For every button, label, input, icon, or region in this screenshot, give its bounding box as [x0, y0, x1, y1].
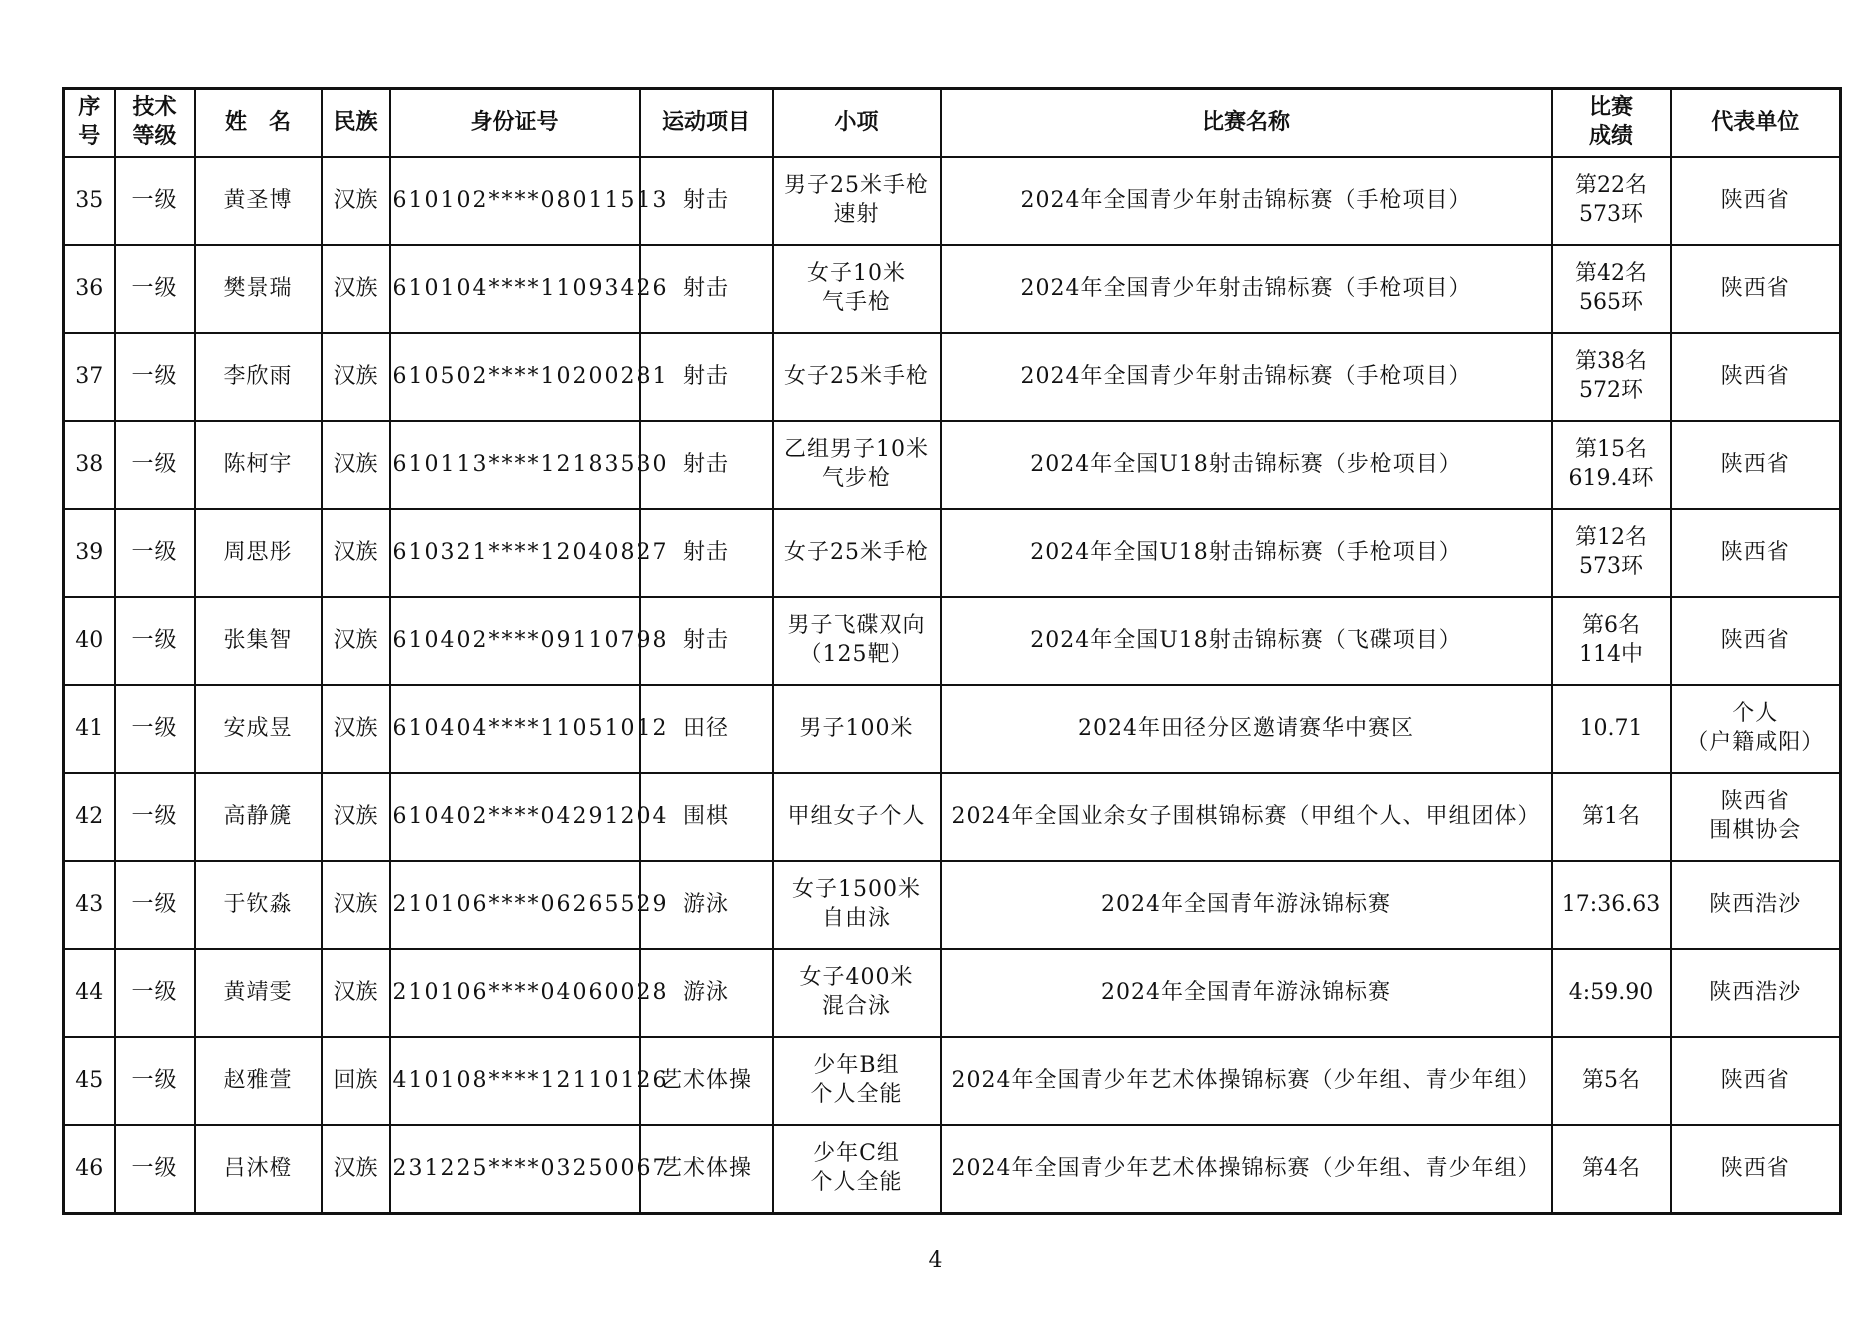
cell-event: [773, 685, 941, 773]
cell-result: [1552, 597, 1671, 685]
cell-event-line: 女子10米: [807, 261, 906, 287]
cell-result: [1552, 157, 1671, 245]
cell-name: 李欣雨: [195, 333, 322, 421]
cell-unit-line: 个人: [1732, 701, 1779, 727]
cell-ethnicity: 汉族: [322, 597, 390, 685]
cell-name: 周思彤: [195, 509, 322, 597]
cell-result-line: 第12名: [1575, 525, 1647, 551]
cell-unit-line: 陕西浩沙: [1709, 979, 1802, 1005]
cell-result-line: 10.71: [1579, 715, 1643, 741]
cell-ethnicity: 汉族: [322, 773, 390, 861]
cell-competition: 2024年全国青少年艺术体操锦标赛（少年组、青少年组）: [941, 1037, 1552, 1125]
cell-event-line: 少年B组: [813, 1053, 900, 1079]
cell-result-line: 619.4环: [1568, 466, 1654, 491]
cell-id-number: 610502****10200281: [390, 333, 640, 421]
cell-seq: 35: [64, 157, 115, 245]
cell-level: 一级: [115, 1037, 195, 1125]
cell-unit-line: 陕西省: [1720, 363, 1790, 389]
cell-sport: 射击: [640, 509, 773, 597]
cell-event: [773, 1037, 941, 1125]
cell-name: 高静篪: [195, 773, 322, 861]
cell-result-line: 4:59.90: [1568, 979, 1654, 1005]
cell-result-line: 第6名: [1582, 613, 1640, 639]
cell-unit: [1671, 509, 1841, 597]
cell-result: [1552, 333, 1671, 421]
cell-event: [773, 333, 941, 421]
cell-level: 一级: [115, 421, 195, 509]
cell-id-number: 610102****08011513: [390, 157, 640, 245]
cell-seq: 36: [64, 245, 115, 333]
table-row: [64, 1125, 1841, 1214]
cell-event-line: 自由泳: [821, 906, 891, 931]
cell-sport: 射击: [640, 333, 773, 421]
cell-result-line: 114中: [1579, 642, 1643, 667]
cell-result: [1552, 245, 1671, 333]
cell-unit: [1671, 245, 1841, 333]
cell-event: [773, 773, 941, 861]
cell-ethnicity: 汉族: [322, 1125, 390, 1214]
cell-unit: [1671, 1037, 1841, 1125]
cell-ethnicity: 汉族: [322, 157, 390, 245]
cell-competition: 2024年全国青少年射击锦标赛（手枪项目）: [941, 245, 1552, 333]
cell-result-line: 第22名: [1575, 173, 1647, 199]
cell-id-number: 410108****12110126: [390, 1037, 640, 1125]
cell-level: 一级: [115, 333, 195, 421]
cell-level: 一级: [115, 685, 195, 773]
cell-unit-line: 陕西省: [1720, 451, 1790, 477]
cell-unit: [1671, 1125, 1841, 1214]
cell-event-line: 女子25米手枪: [784, 539, 929, 565]
header-sport: 运动项目: [640, 89, 773, 158]
cell-unit-line: 陕西省: [1720, 187, 1790, 213]
cell-unit-line: 陕西省: [1720, 275, 1790, 301]
cell-event: [773, 157, 941, 245]
cell-seq: 46: [64, 1125, 115, 1214]
cell-level: 一级: [115, 949, 195, 1037]
cell-sport: 田径: [640, 685, 773, 773]
header-level: 技术 等级: [115, 89, 195, 158]
cell-ethnicity: 汉族: [322, 685, 390, 773]
cell-competition: 2024年全国青少年射击锦标赛（手枪项目）: [941, 157, 1552, 245]
cell-competition: 2024年全国U18射击锦标赛（手枪项目）: [941, 509, 1552, 597]
cell-ethnicity: 回族: [322, 1037, 390, 1125]
cell-event-line: 乙组男子10米: [784, 437, 929, 463]
cell-result: [1552, 861, 1671, 949]
cell-name: 于钦淼: [195, 861, 322, 949]
page-number: 4: [928, 1248, 943, 1273]
cell-result: [1552, 509, 1671, 597]
cell-event-line: 混合泳: [821, 994, 891, 1019]
cell-event: [773, 861, 941, 949]
table-row: [64, 333, 1841, 421]
cell-event-line: 男子飞碟双向: [787, 613, 926, 639]
cell-event-line: 速射: [833, 202, 880, 227]
cell-event-line: 个人全能: [810, 1170, 903, 1195]
cell-ethnicity: 汉族: [322, 333, 390, 421]
cell-id-number: 210106****06265529: [390, 861, 640, 949]
cell-unit-line: 围棋协会: [1709, 818, 1802, 843]
cell-event-line: 女子25米手枪: [784, 363, 929, 389]
cell-result-line: 第38名: [1575, 349, 1647, 375]
cell-result-line: 第5名: [1582, 1067, 1640, 1093]
cell-result-line: 565环: [1579, 290, 1643, 315]
cell-event-line: （125靶）: [799, 642, 914, 667]
cell-unit-line: 陕西省: [1720, 627, 1790, 653]
cell-id-number: 231225****03250067: [390, 1125, 640, 1214]
cell-level: 一级: [115, 245, 195, 333]
cell-level: 一级: [115, 509, 195, 597]
cell-ethnicity: 汉族: [322, 245, 390, 333]
cell-competition: 2024年全国青少年射击锦标赛（手枪项目）: [941, 333, 1552, 421]
cell-level: 一级: [115, 773, 195, 861]
cell-competition: 2024年全国青少年艺术体操锦标赛（少年组、青少年组）: [941, 1125, 1552, 1214]
cell-id-number: 610321****12040827: [390, 509, 640, 597]
cell-ethnicity: 汉族: [322, 949, 390, 1037]
cell-seq: 43: [64, 861, 115, 949]
cell-result: [1552, 685, 1671, 773]
cell-ethnicity: 汉族: [322, 421, 390, 509]
cell-level: 一级: [115, 861, 195, 949]
cell-result: [1552, 1125, 1671, 1214]
cell-name: 黄靖雯: [195, 949, 322, 1037]
cell-result-line: 第4名: [1582, 1155, 1640, 1181]
cell-unit-line: 陕西省: [1720, 539, 1790, 565]
cell-id-number: 610104****11093426: [390, 245, 640, 333]
cell-seq: 42: [64, 773, 115, 861]
cell-event: [773, 949, 941, 1037]
cell-event-line: 女子1500米: [792, 877, 921, 903]
cell-unit: [1671, 421, 1841, 509]
table-row: [64, 685, 1841, 773]
cell-competition: 2024年全国U18射击锦标赛（飞碟项目）: [941, 597, 1552, 685]
cell-event: [773, 245, 941, 333]
cell-name: 赵雅萱: [195, 1037, 322, 1125]
cell-result-line: 第15名: [1575, 437, 1647, 463]
cell-seq: 41: [64, 685, 115, 773]
header-seq: 序 号: [64, 89, 115, 158]
cell-ethnicity: 汉族: [322, 861, 390, 949]
cell-result-line: 第42名: [1575, 261, 1647, 287]
cell-event: [773, 421, 941, 509]
cell-name: 陈柯宇: [195, 421, 322, 509]
cell-sport: 射击: [640, 157, 773, 245]
cell-result: [1552, 949, 1671, 1037]
cell-unit-line: （户籍咸阳）: [1686, 730, 1825, 755]
cell-event-line: 男子100米: [799, 715, 914, 741]
cell-sport: 游泳: [640, 949, 773, 1037]
header-name: 姓 名: [195, 89, 322, 158]
table-row: [64, 421, 1841, 509]
cell-name: 黄圣博: [195, 157, 322, 245]
cell-seq: 44: [64, 949, 115, 1037]
table-row: [64, 1037, 1841, 1125]
cell-unit-line: 陕西省: [1720, 1155, 1790, 1181]
cell-ethnicity: 汉族: [322, 509, 390, 597]
cell-event-line: 甲组女子个人: [787, 803, 926, 829]
cell-level: 一级: [115, 597, 195, 685]
athlete-table: [62, 87, 1842, 1215]
cell-id-number: 610402****04291204: [390, 773, 640, 861]
cell-unit: [1671, 157, 1841, 245]
table-row: [64, 597, 1841, 685]
cell-name: 吕沐橙: [195, 1125, 322, 1214]
cell-sport: 游泳: [640, 861, 773, 949]
cell-level: 一级: [115, 157, 195, 245]
cell-level: 一级: [115, 1125, 195, 1214]
cell-unit: [1671, 333, 1841, 421]
cell-unit: [1671, 685, 1841, 773]
cell-id-number: 610404****11051012: [390, 685, 640, 773]
cell-seq: 38: [64, 421, 115, 509]
cell-unit-line: 陕西省: [1720, 789, 1790, 815]
cell-sport: 射击: [640, 421, 773, 509]
cell-competition: 2024年田径分区邀请赛华中赛区: [941, 685, 1552, 773]
cell-event-line: 女子400米: [799, 965, 914, 991]
header-result: 比赛 成绩: [1552, 89, 1671, 158]
cell-name: 樊景瑞: [195, 245, 322, 333]
table-row: [64, 157, 1841, 245]
cell-result: [1552, 421, 1671, 509]
cell-event-line: 气手枪: [821, 290, 891, 315]
cell-competition: 2024年全国U18射击锦标赛（步枪项目）: [941, 421, 1552, 509]
table-row: [64, 245, 1841, 333]
cell-event-line: 气步枪: [821, 466, 891, 491]
cell-sport: 艺术体操: [640, 1125, 773, 1214]
cell-competition: 2024年全国青年游泳锦标赛: [941, 861, 1552, 949]
cell-unit: [1671, 949, 1841, 1037]
cell-result-line: 17:36.63: [1561, 891, 1661, 917]
table-row: [64, 949, 1841, 1037]
cell-competition: 2024年全国业余女子围棋锦标赛（甲组个人、甲组团体）: [941, 773, 1552, 861]
table-row: [64, 861, 1841, 949]
cell-name: 安成昱: [195, 685, 322, 773]
header-event: 小项: [773, 89, 941, 158]
cell-event: [773, 597, 941, 685]
cell-result-line: 第1名: [1582, 803, 1640, 829]
cell-seq: 45: [64, 1037, 115, 1125]
cell-result: [1552, 773, 1671, 861]
cell-sport: 围棋: [640, 773, 773, 861]
cell-unit: [1671, 773, 1841, 861]
header-competition: 比赛名称: [941, 89, 1552, 158]
cell-id-number: 610113****12183530: [390, 421, 640, 509]
cell-seq: 40: [64, 597, 115, 685]
cell-sport: 射击: [640, 597, 773, 685]
cell-event-line: 少年C组: [813, 1141, 900, 1167]
cell-event-line: 个人全能: [810, 1082, 903, 1107]
cell-unit-line: 陕西浩沙: [1709, 891, 1802, 917]
cell-result-line: 572环: [1579, 378, 1643, 403]
cell-id-number: 610402****09110798: [390, 597, 640, 685]
cell-competition: 2024年全国青年游泳锦标赛: [941, 949, 1552, 1037]
cell-result-line: 573环: [1579, 554, 1643, 579]
table-body: [64, 157, 1841, 1214]
cell-name: 张集智: [195, 597, 322, 685]
cell-sport: 射击: [640, 245, 773, 333]
header-id-number: 身份证号: [390, 89, 640, 158]
cell-result: [1552, 1037, 1671, 1125]
table-row: [64, 773, 1841, 861]
header-row: [64, 89, 1841, 158]
cell-event: [773, 1125, 941, 1214]
cell-result-line: 573环: [1579, 202, 1643, 227]
cell-seq: 37: [64, 333, 115, 421]
table-row: [64, 509, 1841, 597]
header-unit: 代表单位: [1671, 89, 1841, 158]
cell-unit: [1671, 597, 1841, 685]
cell-sport: 艺术体操: [640, 1037, 773, 1125]
cell-id-number: 210106****04060028: [390, 949, 640, 1037]
cell-unit: [1671, 861, 1841, 949]
cell-event: [773, 509, 941, 597]
cell-unit-line: 陕西省: [1720, 1067, 1790, 1093]
header-ethnicity: 民族: [322, 89, 390, 158]
cell-seq: 39: [64, 509, 115, 597]
cell-event-line: 男子25米手枪: [784, 173, 929, 199]
